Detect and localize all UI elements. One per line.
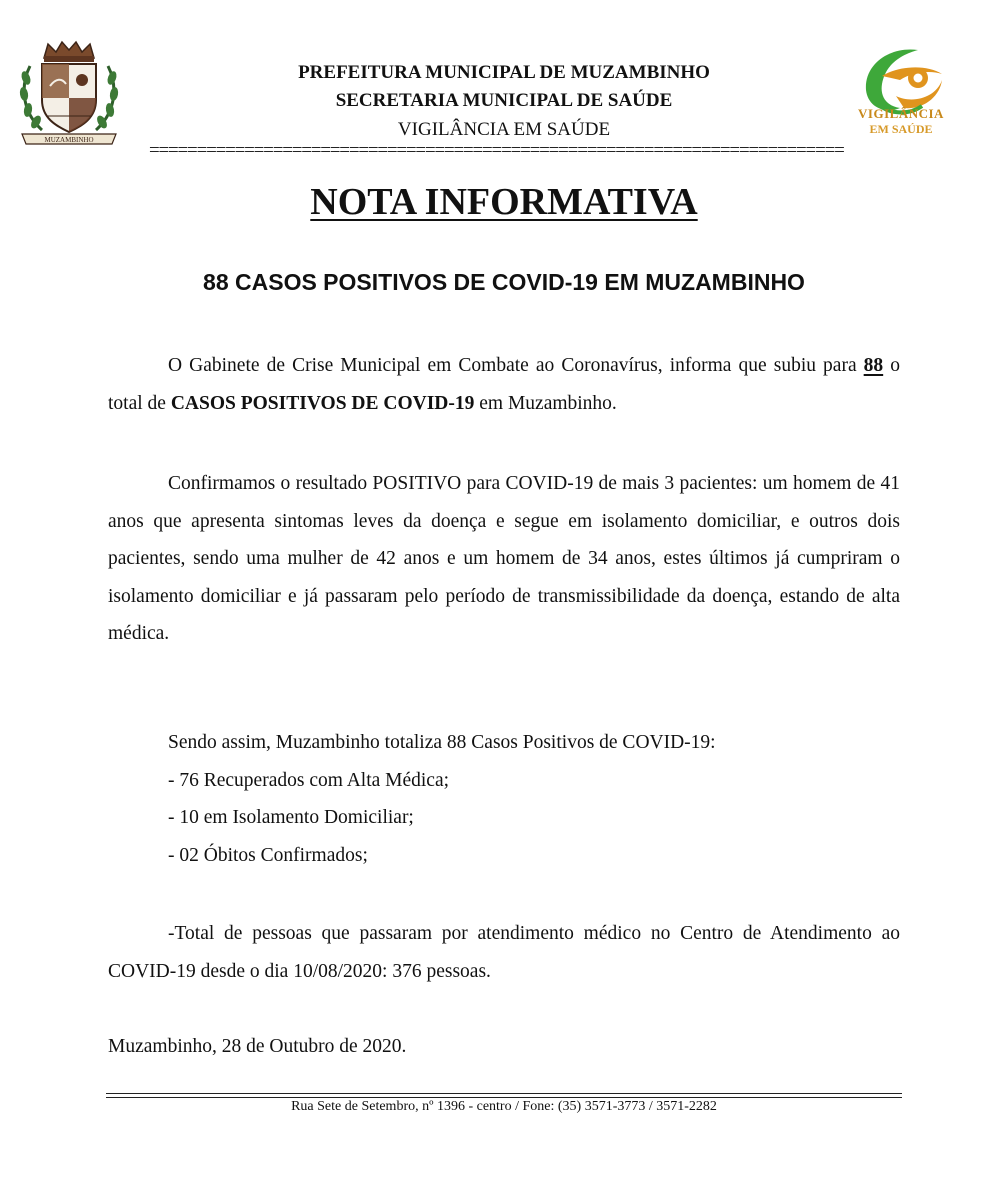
- paragraph-total-attended: -Total de pessoas que passaram por atendimento médico no Centro de Atendimento ao COVID-19 desde o dia 10/08/2020: 376 pessoas.: [108, 923, 900, 982]
- paragraph-new-cases: Confirmamos o resultado POSITIVO para COVID-19 de mais 3 pacientes: um homem de 41 anos que apresenta sintomas leves da doença e segue em isolamento domiciliar, e outros dois pacientes, sendo uma mulher de 42 anos e um homem de 34 anos, estes últimos já cumpriram o isolamento domiciliar e já passaram pelo período de transmissibilidade da doença, estando de alta médica.: [108, 473, 900, 644]
- summary-intro: Sendo assim, Muzambinho totaliza 88 Casos Positivos de COVID-19:: [168, 732, 716, 753]
- logo-text-vigilancia: VIGILÂNCIA: [858, 106, 944, 121]
- summary-item-deaths: - 02 Óbitos Confirmados;: [168, 844, 368, 866]
- footer-rule-bottom: [106, 1097, 902, 1098]
- footer-address: Rua Sete de Setembro, nº 1396 - centro / Fone: (35) 3571-3773 / 3571-2282: [291, 1099, 717, 1114]
- header-prefeitura: PREFEITURA MUNICIPAL DE MUZAMBINHO: [298, 62, 710, 83]
- paragraph-announcement-part1: O Gabinete de Crise Municipal em Combate ao Coronavírus, informa que subiu para: [168, 355, 864, 376]
- document-title: [0, 180, 1008, 224]
- header-secretaria: SECRETARIA MUNICIPAL DE SAÚDE: [335, 90, 673, 111]
- summary-item-isolation: - 10 em Isolamento Domiciliar;: [168, 807, 414, 828]
- header-vigilancia: VIGILÂNCIA EM SAÚDE: [397, 119, 611, 140]
- summary-list: [168, 724, 716, 874]
- paragraph-announcement-part2: o total de: [108, 355, 900, 414]
- date-line: Muzambinho, 28 de Outubro de 2020.: [108, 1036, 407, 1057]
- paragraph-announcement-part3: em Muzambinho.: [474, 392, 617, 414]
- svg-text:MUZAMBINHO: MUZAMBINHO: [44, 136, 94, 144]
- header-separator: =========================================================================: [149, 140, 844, 161]
- paragraph-announcement-emphasis: CASOS POSITIVOS DE COVID-19: [170, 392, 475, 414]
- summary-item-recovered: - 76 Recuperados com Alta Médica;: [168, 769, 450, 791]
- positive-case-count: 88: [863, 355, 884, 376]
- logo-text-em-saude: EM SAÚDE: [869, 122, 933, 136]
- document-subtitle: 88 CASOS POSITIVOS DE COVID-19 EM MUZAMBINHO: [203, 269, 805, 295]
- footer-rule-top: [106, 1093, 902, 1094]
- document-title-text: NOTA INFORMATIVA: [310, 181, 698, 223]
- paragraph-announcement: [108, 347, 900, 422]
